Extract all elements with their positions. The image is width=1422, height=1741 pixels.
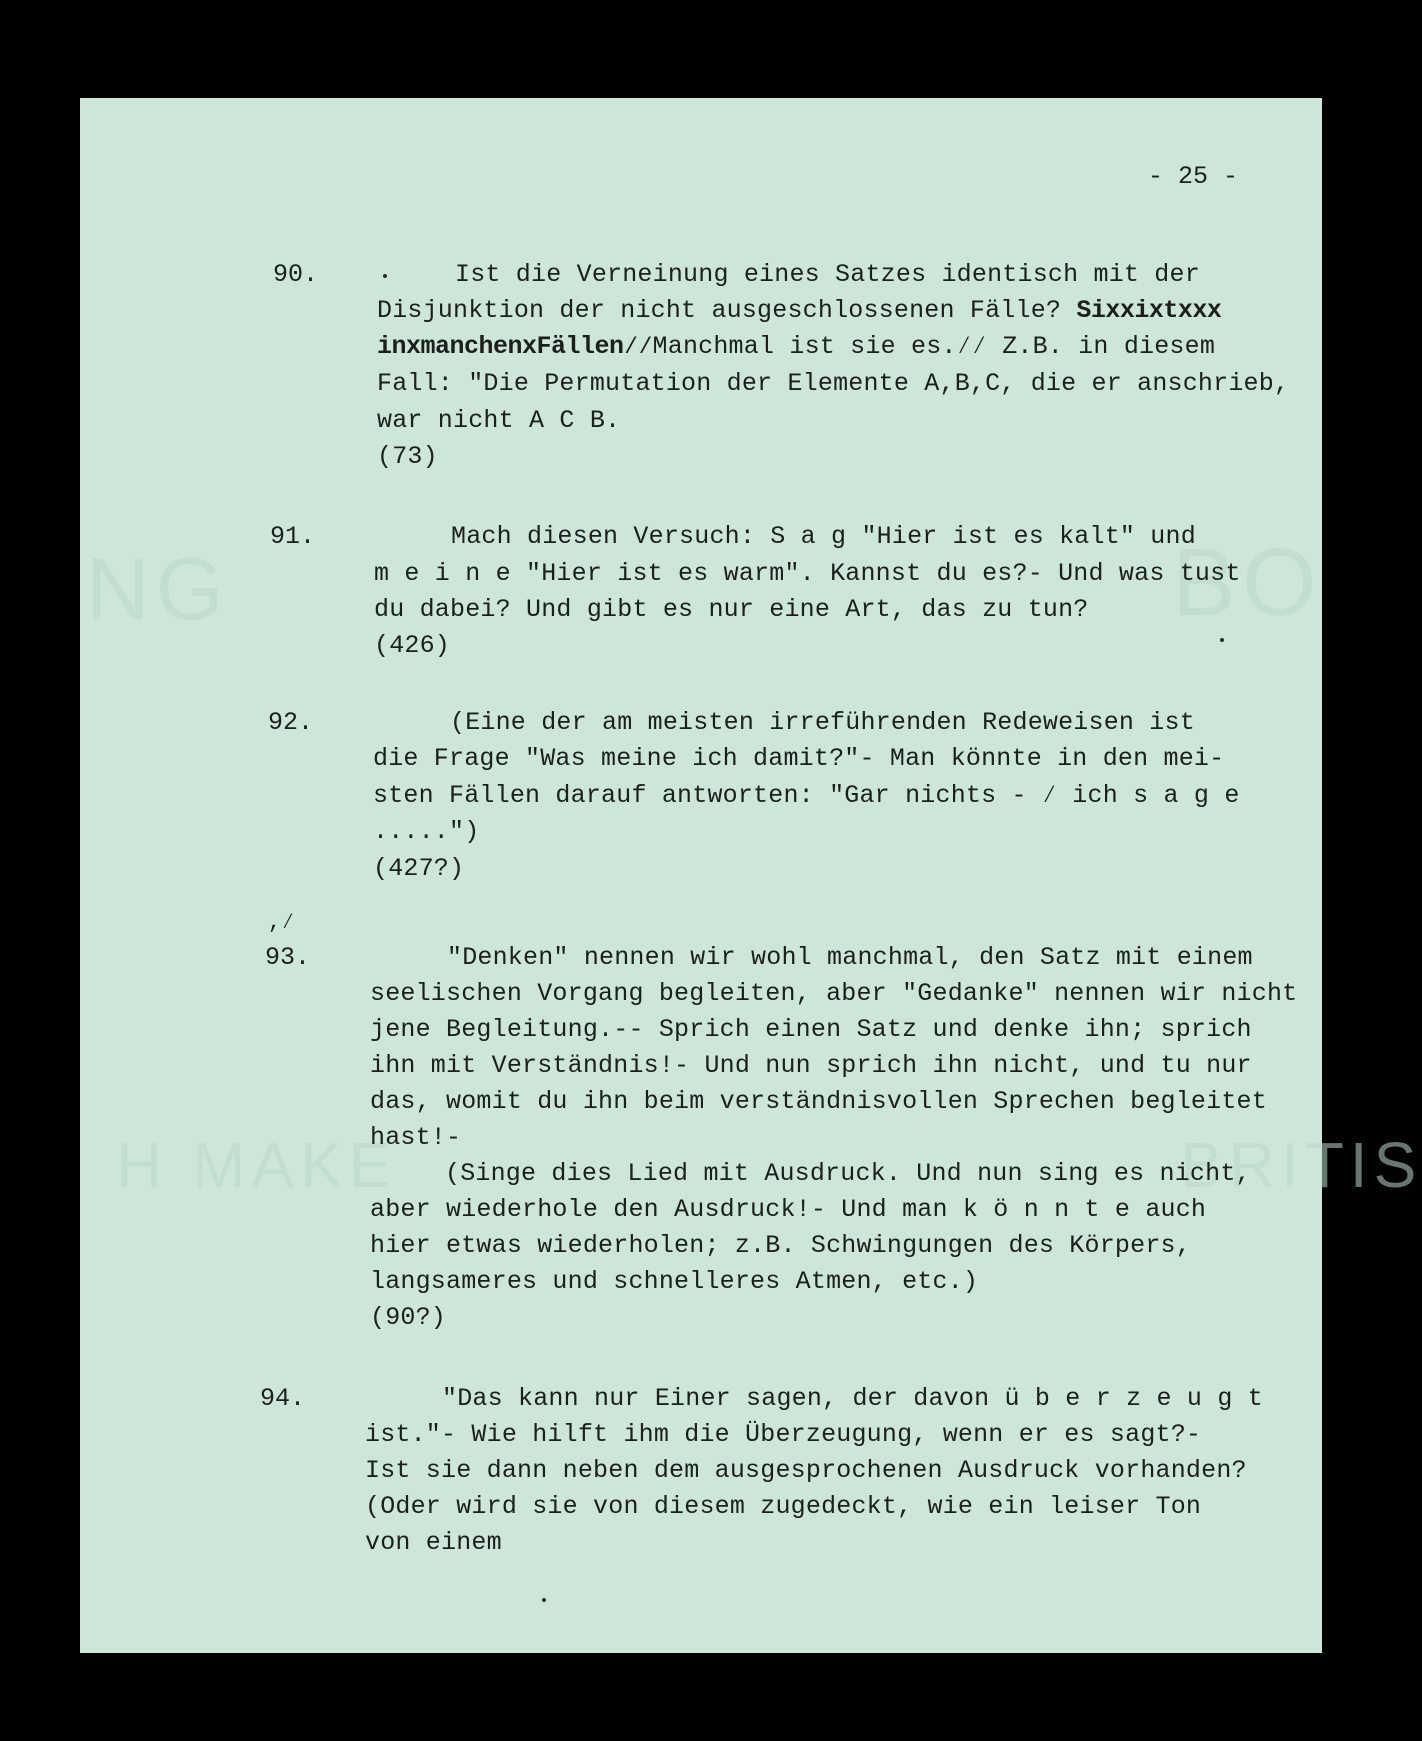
text-line: ist."- Wie hilft ihm die Überzeugung, wenn er es sagt?- — [365, 1420, 1202, 1449]
watermark-right-fragment: BO — [1172, 529, 1323, 636]
margin-annotation: ,∕ — [268, 910, 295, 935]
text-line: hier etwas wiederholen; z.B. Schwingungen des Körpers, — [370, 1231, 1191, 1260]
watermark-bottom-left-fragment: H MAKE — [116, 1129, 398, 1201]
text-line: aber wiederhole den Ausdruck!- Und man k ö n n t e auch — [370, 1195, 1207, 1224]
text-line: du dabei? Und gibt es nur eine Art, das zu tun? — [374, 595, 1089, 624]
watermark-left-fragment: NG — [86, 539, 230, 638]
section-number-92: 92. — [268, 708, 314, 737]
struck-out-text: inxmanchenxFällen∕∕ — [377, 332, 653, 361]
text-line: "Das kann nur Einer sagen, der davon ü b e r z e u g t — [442, 1384, 1263, 1413]
text-line: .....") — [373, 817, 480, 846]
reference-number: (427?) — [373, 854, 465, 883]
section-number-90: 90. — [273, 260, 319, 289]
struck-out-text: Sixxixtxxx — [1076, 296, 1222, 325]
section-number-93: 93. — [265, 943, 311, 972]
watermark-bottom-right-fragment: BRITIS — [1180, 1129, 1422, 1201]
text-line: Ist die Verneinung eines Satzes identisch mit der — [455, 260, 1200, 289]
reference-number: (426) — [374, 631, 451, 660]
text-line: m e i n e "Hier ist es warm". Kannst du es?- Und was tust — [374, 559, 1241, 588]
text-line: von einem — [365, 1528, 502, 1557]
text-line: seelischen Vorgang begleiten, aber "Gedanke" nennen wir nicht — [370, 979, 1298, 1008]
text-line: Ist sie dann neben dem ausgesprochenen Ausdruck vorhanden? — [365, 1456, 1247, 1485]
text-line: sten Fällen darauf antworten: "Gar nichts - ∕ ich s a g e — [373, 781, 1240, 810]
text-line: Disjunktion der nicht ausgeschlossenen Fälle? Sixxixtxxx — [377, 296, 1222, 325]
text-line: (Eine der am meisten irreführenden Redeweisen ist — [450, 708, 1195, 737]
stray-mark — [383, 274, 387, 278]
text-line: Mach diesen Versuch: S a g "Hier ist es kalt" und — [451, 522, 1196, 551]
stray-mark — [1220, 638, 1224, 642]
reference-number: (90?) — [370, 1303, 447, 1332]
document-page — [80, 98, 1422, 1653]
text-line: langsameres und schnelleres Atmen, etc.) — [370, 1267, 979, 1296]
text-line: war nicht A C B. — [377, 406, 621, 435]
stray-mark — [542, 1598, 546, 1602]
section-number-91: 91. — [270, 522, 316, 551]
reference-number: (73) — [377, 442, 438, 471]
section-number-94: 94. — [260, 1384, 306, 1413]
text-line: jene Begleitung.-- Sprich einen Satz und denke ihn; sprich — [370, 1015, 1252, 1044]
page-number: - 25 - — [1148, 162, 1239, 191]
text-line: die Frage "Was meine ich damit?"- Man könnte in den mei- — [373, 744, 1225, 773]
text-line: (Singe dies Lied mit Ausdruck. Und nun sing es nicht, — [445, 1159, 1251, 1188]
text-line: "Denken" nennen wir wohl manchmal, den Satz mit einem — [447, 943, 1253, 972]
text-line: inxmanchenxFällen∕∕Manchmal ist sie es.∕∕ Z.B. in diesem — [377, 332, 1216, 361]
text-line: (Oder wird sie von diesem zugedeckt, wie ein leiser Ton — [365, 1492, 1202, 1521]
text-line: das, womit du ihn beim verständnisvollen Sprechen begleitet — [370, 1087, 1267, 1116]
text-line: Fall: "Die Permutation der Elemente A,B,C, die er anschrieb, — [377, 369, 1290, 398]
text-line: hast!- — [370, 1123, 462, 1152]
text-line: ihn mit Verständnis!- Und nun sprich ihn nicht, und tu nur — [370, 1051, 1252, 1080]
